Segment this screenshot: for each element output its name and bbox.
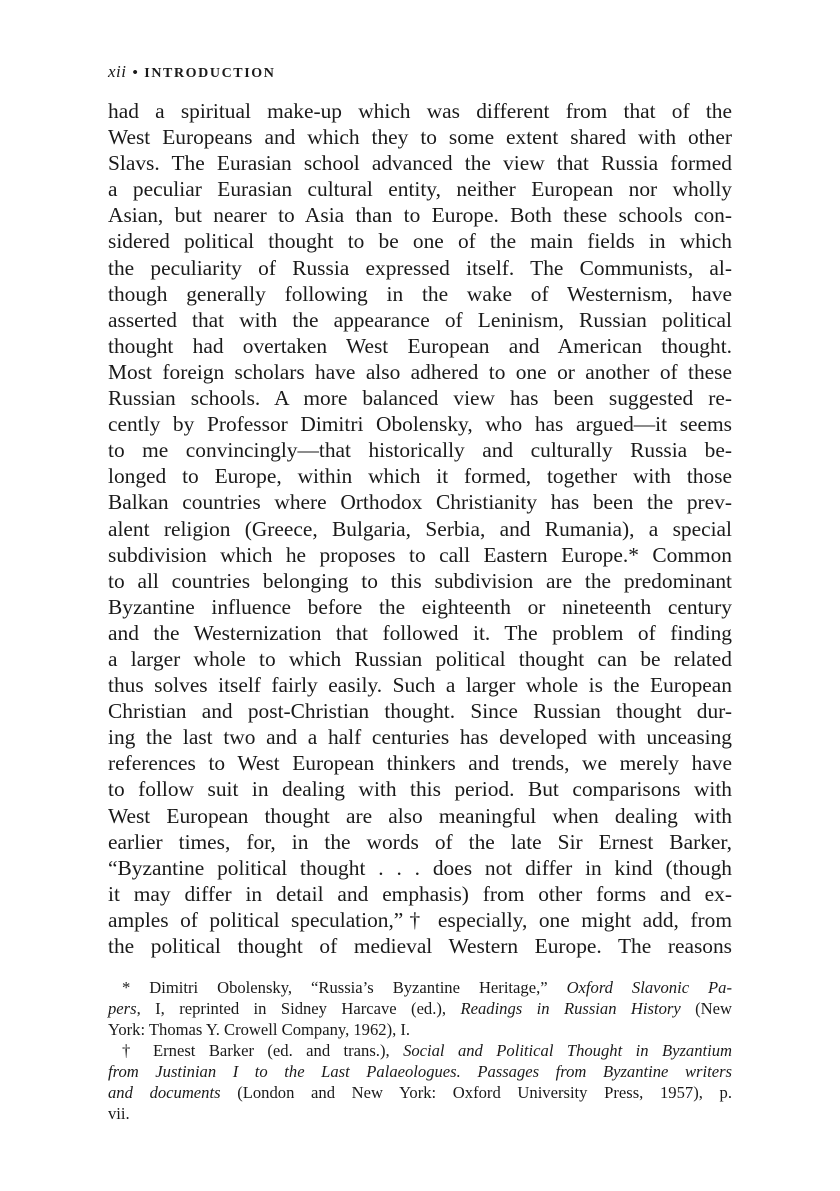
italic-title: Social and Political Thought in Byzantium [403, 1041, 732, 1061]
footnote-text: , I, reprinted in Sidney Harcave (ed.), [136, 999, 461, 1019]
footnote-line [108, 1040, 732, 1061]
text-line: alent religion (Greece, Bulgaria, Serbia, and Rumania), a special [108, 516, 732, 541]
text-line: to all countries belonging to this subdivision are the predominant [108, 568, 732, 593]
footnotes [108, 977, 732, 1124]
footnote-line [108, 1061, 732, 1082]
page-number: xii [108, 62, 127, 81]
italic-title: pers [108, 999, 137, 1019]
footnote-text: York: Thomas Y. Crowell Company, 1962), I. [108, 1020, 411, 1040]
body-paragraph [108, 98, 732, 959]
text-line: Christian and post-Christian thought. Since Russian thought dur- [108, 699, 732, 724]
text-line: though generally following in the wake of Westernism, have [108, 281, 732, 306]
bullet-separator-icon: • [132, 65, 139, 81]
text-line: longed to Europe, within which it formed, together with those [108, 464, 732, 489]
italic-title: from Justinian I to the Last Palaeologues. Passages from Byzantine writers [108, 1062, 732, 1082]
section-title: INTRODUCTION [144, 66, 276, 81]
footnote-text: vii. [108, 1104, 130, 1124]
footnote-line [108, 1019, 732, 1040]
running-head [108, 60, 732, 84]
text-line: the peculiarity of Russia expressed itself. The Communists, al- [108, 255, 732, 280]
text-line: a larger whole to which Russian political thought can be related [108, 646, 732, 671]
text-line: to me convincingly—that historically and culturally Russia be- [108, 438, 732, 463]
italic-title: Oxford Slavonic Pa- [566, 978, 732, 998]
text-line: Most foreign scholars have also adhered to one or another of these [108, 359, 732, 384]
text-line: it may differ in detail and emphasis) from other forms and ex- [108, 881, 732, 906]
text-line: thus solves itself fairly easily. Such a larger whole is the European [108, 673, 732, 698]
text-line: had a spiritual make-up which was different from that of the [108, 99, 732, 123]
text-line: subdivision which he proposes to call Eastern Europe.* Common [108, 542, 732, 567]
text-line: Asian, but nearer to Asia than to Europe. Both these schools con- [108, 203, 732, 228]
text-line: Slavs. The Eurasian school advanced the view that Russia formed [108, 151, 732, 176]
text-line: the political thought of medieval Western Europe. The reasons [108, 934, 732, 958]
italic-title: Readings in Russian History [460, 999, 681, 1019]
text-line: Russian schools. A more balanced view has been suggested re- [108, 386, 732, 411]
footnote [108, 977, 732, 1040]
text-line: references to West European thinkers and trends, we merely have [108, 751, 732, 776]
footnote-text: † Ernest Barker (ed. and trans.), [122, 1041, 404, 1061]
text-line: cently by Professor Dimitri Obolensky, who has argued—it seems [108, 412, 732, 437]
text-line: ing the last two and a half centuries has developed with unceasing [108, 725, 732, 750]
footnote-text: (New [680, 999, 732, 1019]
text-line: amples of political speculation,”† especially, one might add, from [108, 907, 732, 932]
footnote-line [108, 1082, 732, 1103]
text-line: sidered political thought to be one of the main fields in which [108, 229, 732, 254]
text-line: a peculiar Eurasian cultural entity, neither European nor wholly [108, 177, 732, 202]
text-line: to follow suit in dealing with this period. But comparisons with [108, 777, 732, 802]
text-line: Balkan countries where Orthodox Christianity has been the prev- [108, 490, 732, 515]
text-line: “Byzantine political thought . . . does not differ in kind (though [108, 855, 732, 880]
text-line: earlier times, for, in the words of the late Sir Ernest Barker, [108, 829, 732, 854]
text-line: thought had overtaken West European and American thought. [108, 333, 732, 358]
italic-title: and documents [108, 1083, 221, 1103]
text-line: West European thought are also meaningful when dealing with [108, 803, 732, 828]
book-page [108, 60, 732, 1124]
footnote [108, 1040, 732, 1124]
footnote-line [108, 998, 732, 1019]
footnote-text: * Dimitri Obolensky, “Russia’s Byzantine Heritage,” [122, 978, 567, 998]
text-line: and the Westernization that followed it. The problem of finding [108, 620, 732, 645]
footnote-line [108, 1103, 732, 1124]
footnote-line [108, 977, 732, 998]
footnote-text: (London and New York: Oxford University Press, 1957), p. [220, 1083, 732, 1103]
text-line: West Europeans and which they to some extent shared with other [108, 125, 732, 150]
text-line: Byzantine influence before the eighteenth or nineteenth century [108, 594, 732, 619]
text-line: asserted that with the appearance of Leninism, Russian political [108, 307, 732, 332]
